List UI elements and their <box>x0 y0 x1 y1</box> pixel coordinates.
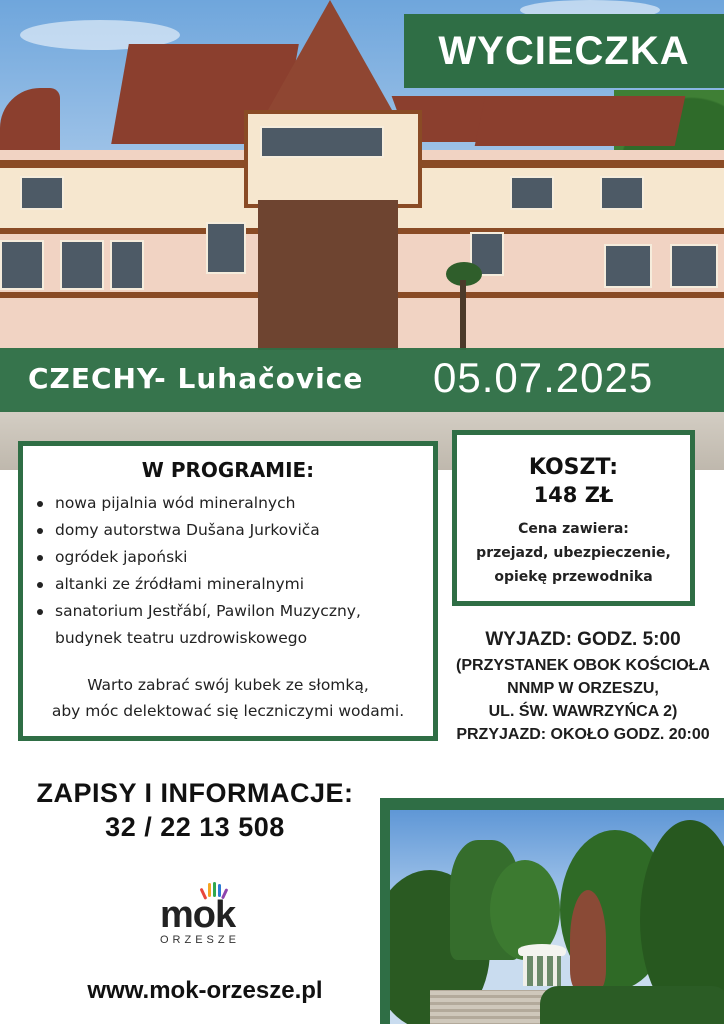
window <box>600 176 644 210</box>
copper-beech <box>570 890 606 990</box>
location-text: CZECHY- Luhačovice <box>28 362 364 395</box>
program-title: W PROGRAMIE: <box>141 458 315 482</box>
tower-roof <box>268 0 392 110</box>
contact-info <box>20 776 370 844</box>
includes-line: przejazd, ubezpieczenie, <box>476 545 671 561</box>
logo-word: mok <box>160 894 236 936</box>
bullet-icon <box>37 528 43 534</box>
palm-trunk <box>460 280 466 350</box>
program-note <box>23 672 433 724</box>
program-item-text: altanki ze źródłami mineralnymi <box>55 575 305 593</box>
gazebo-roof <box>518 944 566 956</box>
mok-logo <box>156 880 256 950</box>
bullet-icon <box>37 609 43 615</box>
departure-place: NNMP W ORZESZU, <box>507 680 659 697</box>
program-list <box>37 490 361 652</box>
website-link[interactable]: www.mok-orzesze.pl <box>87 977 323 1004</box>
window <box>260 126 384 158</box>
cost-price: 148 ZŁ <box>533 483 614 507</box>
cost-title: KOSZT: <box>528 455 619 480</box>
window <box>670 244 718 288</box>
logo-subtitle: ORZESZE <box>160 934 240 946</box>
program-item <box>37 544 361 571</box>
roof <box>0 88 60 158</box>
location-date-banner <box>0 348 724 412</box>
program-item <box>37 598 361 625</box>
poster-title: WYCIECZKA <box>438 28 690 73</box>
program-item-text: sanatorium Jestřábí, Pawilon Muzyczny, <box>55 602 361 620</box>
program-item-text: budynek teatru uzdrowiskowego <box>55 629 308 647</box>
tower-balcony <box>244 110 422 208</box>
tower-body <box>258 200 398 350</box>
contact-phone[interactable]: 32 / 22 13 508 <box>105 812 285 842</box>
note-line: Warto zabrać swój kubek ze słomką, <box>87 676 369 694</box>
program-item-text: ogródek japoński <box>55 548 188 566</box>
program-box <box>18 441 438 741</box>
trip-date: 05.07.2025 <box>433 354 654 401</box>
program-item-text: nowa pijalnia wód mineralnych <box>55 494 296 512</box>
window <box>604 244 652 288</box>
hedge <box>540 986 724 1024</box>
arrival-time: PRZYJAZD: OKOŁO GODZ. 20:00 <box>456 726 710 743</box>
park-photo <box>390 810 724 1024</box>
includes-line: opiekę przewodnika <box>494 569 653 585</box>
program-item-text: domy autorstwa Dušana Jurkoviča <box>55 521 320 539</box>
program-item <box>37 571 361 598</box>
bullet-icon <box>37 555 43 561</box>
cost-box <box>452 430 695 606</box>
park-photo-frame <box>380 798 724 1024</box>
cost-includes <box>457 517 690 589</box>
note-line: aby móc delektować się leczniczymi wodami. <box>51 702 405 720</box>
window <box>110 240 144 290</box>
includes-label: Cena zawiera: <box>518 521 629 537</box>
departure-place: (PRZYSTANEK OBOK KOŚCIOŁA <box>456 657 710 674</box>
window <box>510 176 554 210</box>
program-item <box>37 490 361 517</box>
title-banner <box>404 14 724 88</box>
departure-place: UL. ŚW. WAWRZYŃCA 2) <box>488 703 678 720</box>
departure-info <box>448 626 718 746</box>
program-item <box>37 517 361 544</box>
gazebo <box>523 956 561 986</box>
contact-title: ZAPISY I INFORMACJE: <box>36 778 354 808</box>
window <box>60 240 104 290</box>
program-item-continuation <box>37 625 361 652</box>
window <box>206 222 246 274</box>
departure-time: WYJAZD: GODZ. 5:00 <box>485 629 681 650</box>
window <box>20 176 64 210</box>
bullet-icon <box>37 582 43 588</box>
bullet-icon <box>37 501 43 507</box>
window <box>0 240 44 290</box>
roof <box>475 96 686 146</box>
